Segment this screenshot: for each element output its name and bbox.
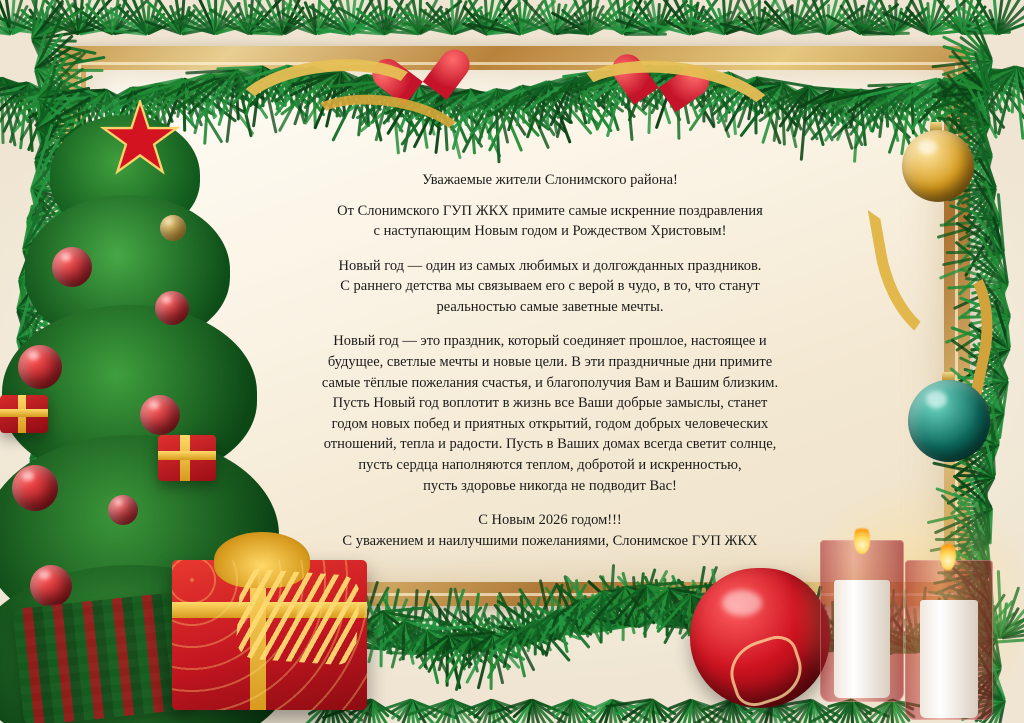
tree-ball bbox=[18, 345, 62, 389]
paragraph-line: с наступающим Новым годом и Рождеством Христовым! bbox=[373, 223, 727, 240]
candle-wax bbox=[834, 580, 890, 698]
bauble-body bbox=[902, 130, 974, 202]
paragraph-line: От Слонимского ГУП ЖКХ примите самые искренние поздравления bbox=[337, 202, 763, 219]
greeting-line bbox=[250, 170, 850, 191]
paragraph-line: Новый год — один из самых любимых и долгожданных праздников. bbox=[338, 257, 762, 274]
red-bauble-highlight bbox=[722, 590, 762, 616]
tree-gift bbox=[158, 435, 216, 481]
paragraph-line: Новый год — это праздник, который соединяет прошлое, настоящее и bbox=[333, 333, 767, 350]
closing-block bbox=[250, 510, 850, 551]
bead-garland bbox=[235, 568, 361, 666]
paragraph-line: отношений, тепла и радости. Пусть в Ваших домах всегда светит солнце, bbox=[323, 436, 777, 453]
paragraph-beloved-holiday bbox=[250, 256, 850, 318]
paragraph-wishes bbox=[250, 331, 850, 496]
tree-ball bbox=[52, 247, 92, 287]
tree-ball bbox=[155, 291, 189, 325]
greeting-text-block bbox=[250, 170, 850, 565]
tree-star-icon bbox=[100, 100, 180, 178]
candle-flame bbox=[854, 524, 870, 554]
paragraph-congratulation bbox=[250, 201, 850, 242]
bauble-body bbox=[908, 380, 990, 462]
paragraph-line: реальностью самые заветные мечты. bbox=[436, 298, 664, 315]
paragraph-line: С раннего детства мы связываем его с верой в чудо, в то, что станут bbox=[340, 278, 760, 295]
paragraph-line: пусть здоровье никогда не подводит Вас! bbox=[423, 477, 677, 494]
tree-ball bbox=[12, 465, 58, 511]
signature-line: С уважением и наилучшими пожеланиями, Слонимское ГУП ЖКХ bbox=[342, 532, 758, 549]
tree-ball bbox=[160, 215, 186, 241]
tree-ball bbox=[30, 565, 72, 607]
tree-ball bbox=[108, 495, 138, 525]
new-year-line: С Новым 2026 годом!!! bbox=[478, 512, 622, 529]
candle-wax bbox=[920, 600, 978, 718]
candle-flame bbox=[940, 540, 956, 570]
paragraph-line: годом новых побед и приятных открытий, годом добрых человеческих bbox=[331, 415, 769, 432]
paragraph-line: Пусть Новый год воплотит в жизнь все Ваши добрые замыслы, станет bbox=[332, 395, 768, 412]
tartan-ribbon bbox=[12, 591, 193, 723]
gift-ribbon bbox=[158, 451, 216, 460]
tree-gift bbox=[0, 395, 48, 433]
paragraph-line: будущее, светлые мечты и новые цели. В эти праздничные дни примите bbox=[327, 354, 773, 371]
paragraph-line: пусть сердца наполняются теплом, добротой и искренностью, bbox=[358, 456, 742, 473]
paragraph-line: самые тёплые пожелания счастья, и благополучия Вам и Вашим близким. bbox=[321, 374, 779, 391]
greeting-text: Уважаемые жители Слонимского района! bbox=[422, 172, 678, 188]
gift-ribbon bbox=[0, 409, 48, 417]
tree-ball bbox=[140, 395, 180, 435]
